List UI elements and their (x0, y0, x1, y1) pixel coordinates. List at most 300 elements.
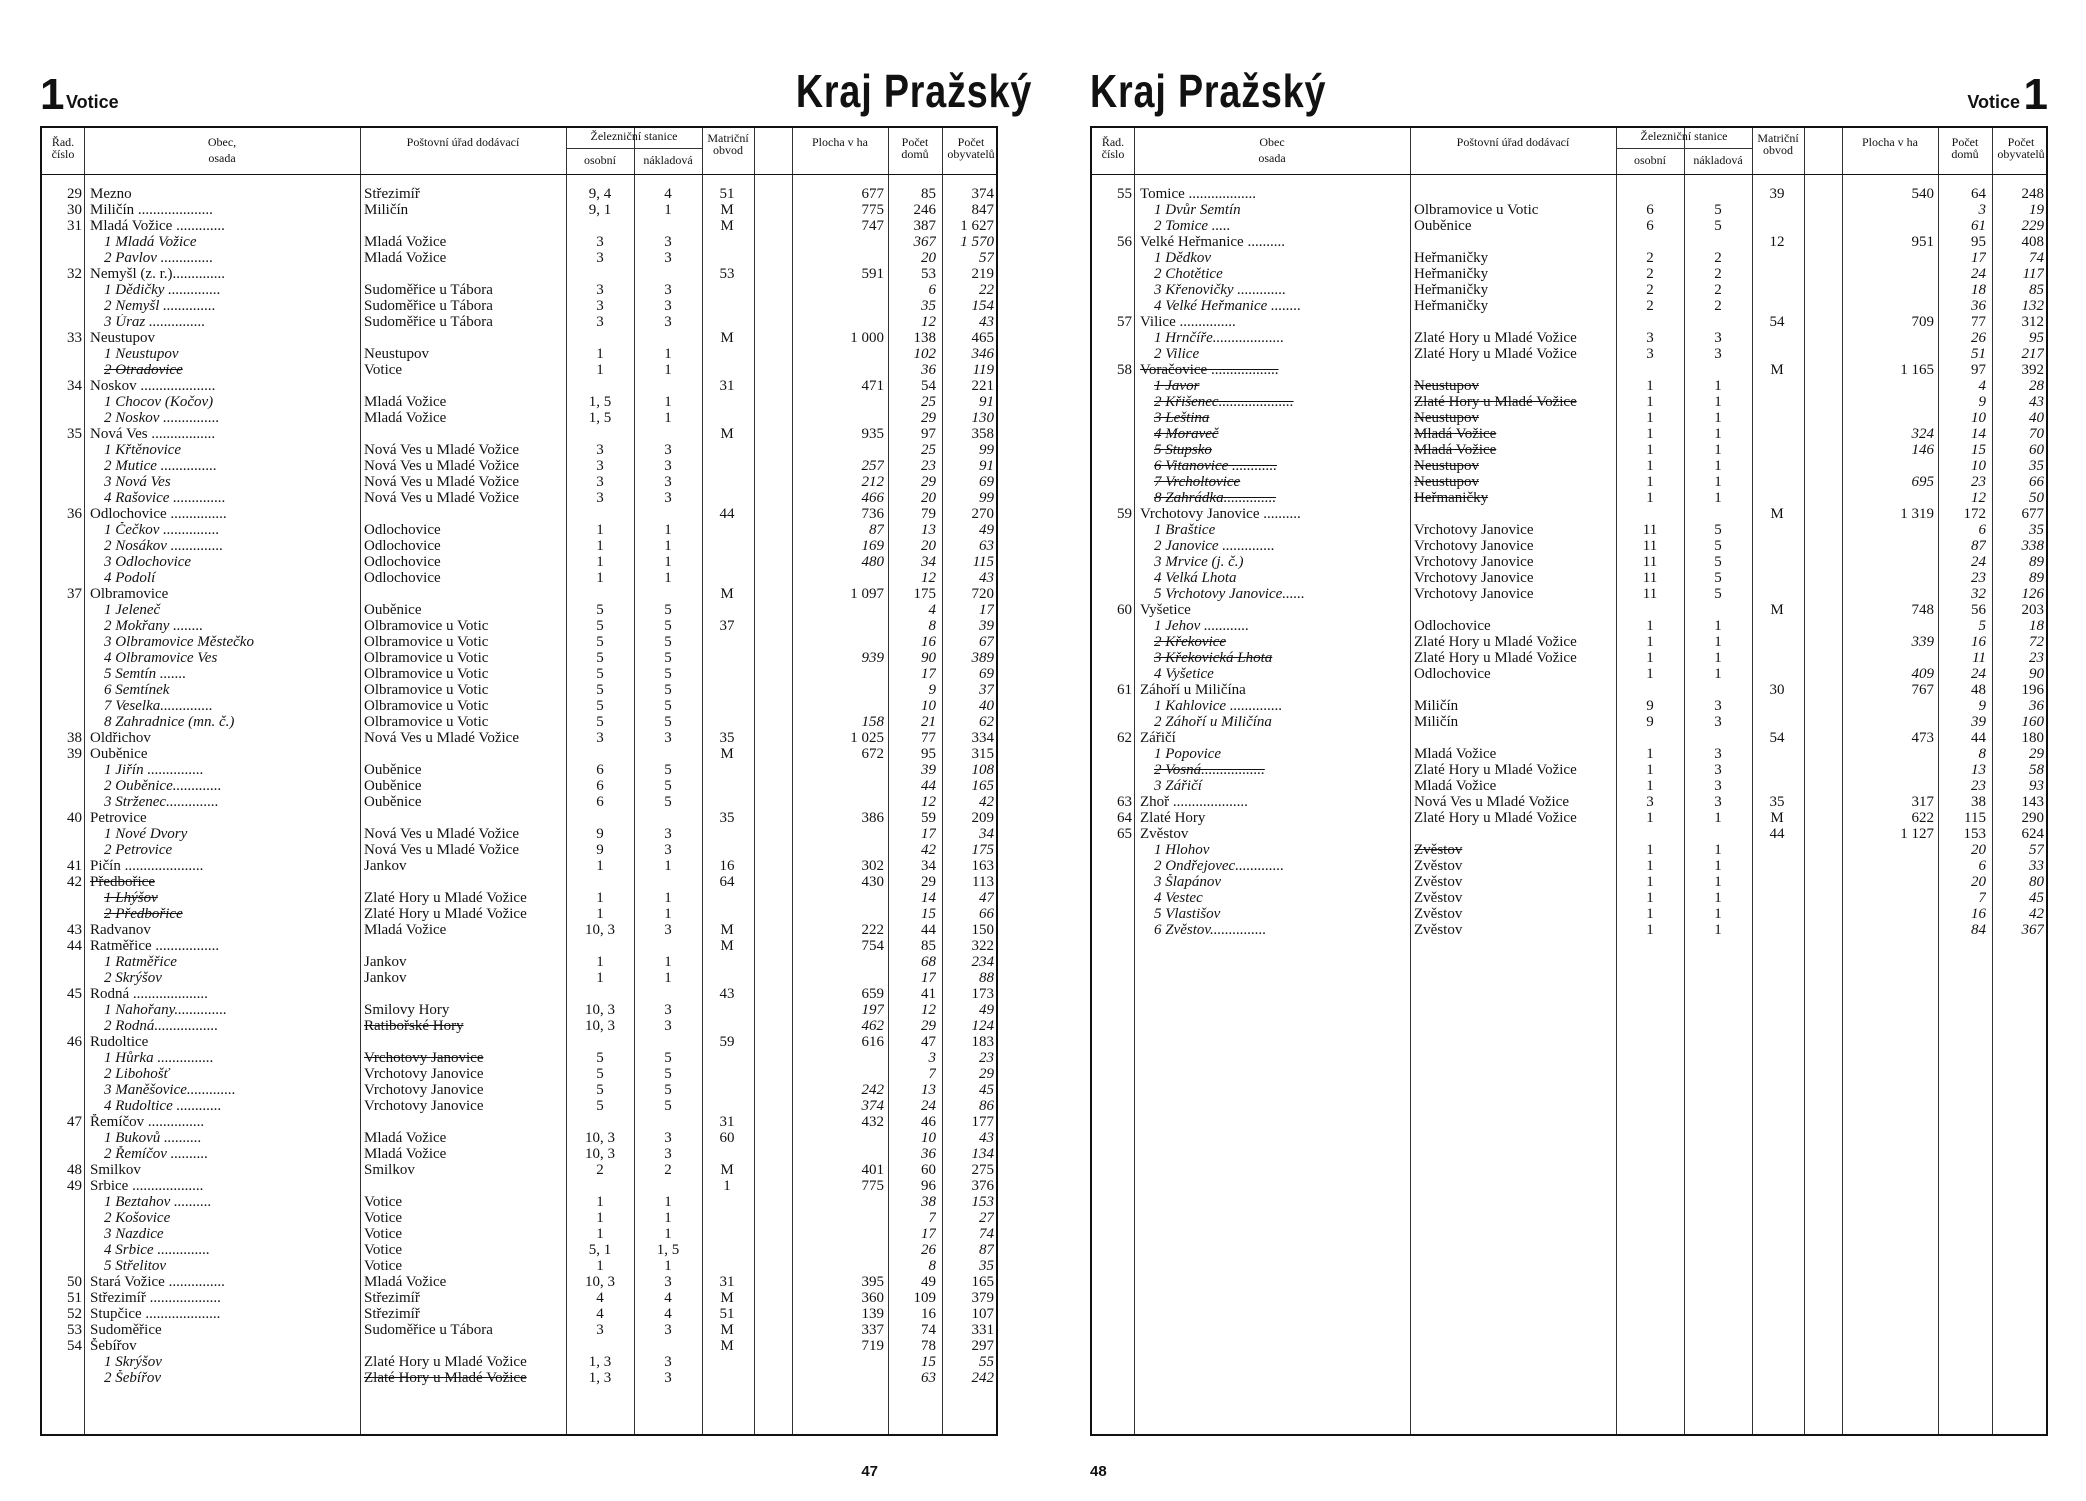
house-count: 16 (921, 1306, 936, 1322)
registry-district: 51 (719, 186, 735, 202)
rail-passenger: 3 (596, 474, 604, 490)
population: 379 (971, 1290, 994, 1306)
house-count: 20 (921, 250, 936, 266)
registry-district: 37 (719, 618, 735, 634)
post-office: Ouběnice (364, 762, 422, 778)
settlement-name: 6 Vitanovice ............ (1154, 458, 1278, 474)
rail-freight: 1 (664, 554, 672, 570)
population: 183 (971, 1034, 994, 1050)
rail-freight: 3 (664, 1370, 672, 1386)
area-ha: 473 (1911, 730, 1934, 746)
table-row (1092, 874, 2046, 890)
population: 196 (2021, 682, 2044, 698)
registry-district: 30 (1769, 682, 1785, 698)
municipality-name: Nová Ves ................. (90, 426, 216, 442)
area-ha: 466 (861, 490, 884, 506)
settlement-name: 2 Noskov ............... (104, 410, 220, 426)
rail-passenger: 3 (1646, 794, 1654, 810)
rail-freight: 3 (664, 1274, 672, 1290)
population: 180 (2021, 730, 2044, 746)
settlement-name: 1 Javor (1154, 378, 1200, 394)
row-number: 49 (67, 1178, 82, 1194)
registry-district: M (720, 1290, 734, 1306)
table-row (42, 698, 996, 714)
rail-freight: 2 (1714, 282, 1722, 298)
rail-passenger: 1 (1646, 618, 1654, 634)
table-row (42, 266, 996, 282)
row-number: 50 (67, 1274, 82, 1290)
post-office: Olbramovice u Votic (364, 714, 489, 730)
post-office: Olbramovice u Votic (364, 650, 489, 666)
settlement-name: 2 Vosná................. (1154, 762, 1265, 778)
settlement-name: 2 Chotětice (1154, 266, 1223, 282)
area-ha: 337 (861, 1322, 884, 1338)
table-row (42, 234, 996, 250)
municipality-name: Radvanov (90, 922, 151, 938)
population: 88 (979, 970, 994, 986)
population: 113 (972, 874, 994, 890)
rail-passenger: 3 (596, 442, 604, 458)
table-row (42, 826, 996, 842)
registry-district: 1 (723, 1178, 731, 1194)
settlement-name: 5 Střelitov (104, 1258, 167, 1274)
settlement-name: 2 Libohošť (104, 1066, 170, 1082)
area-ha: 719 (861, 1338, 884, 1354)
area-ha: 409 (1911, 666, 1934, 682)
table-row (1092, 458, 2046, 474)
table-row (42, 1210, 996, 1226)
area-ha: 324 (1911, 426, 1934, 442)
row-number: 52 (67, 1306, 82, 1322)
rail-freight: 5 (664, 618, 672, 634)
rail-freight: 3 (664, 1130, 672, 1146)
rail-freight: 1, 5 (656, 1242, 680, 1258)
house-count: 7 (1978, 890, 1986, 906)
post-office: Mladá Vožice (364, 1146, 447, 1162)
row-number: 60 (1117, 602, 1132, 618)
table-header (42, 128, 996, 175)
population: 160 (2021, 714, 2044, 730)
rail-passenger: 6 (596, 778, 604, 794)
row-number: 40 (67, 810, 82, 826)
house-count: 34 (921, 554, 936, 570)
house-count: 36 (1971, 298, 1986, 314)
rail-passenger: 1 (596, 890, 604, 906)
rail-passenger: 6 (596, 762, 604, 778)
area-ha: 695 (1911, 474, 1934, 490)
rail-freight: 1 (664, 522, 672, 538)
house-count: 20 (921, 538, 936, 554)
settlement-name: 1 Skrýšov (104, 1354, 162, 1370)
settlement-name: 2 Rodná................. (104, 1018, 219, 1034)
house-count: 4 (1978, 378, 1986, 394)
table-row (42, 858, 996, 874)
table-row (42, 586, 996, 602)
rail-freight: 1 (1714, 810, 1722, 826)
post-office: Olbramovice u Votic (364, 682, 489, 698)
house-count: 87 (1971, 538, 1986, 554)
municipality-name: Zlaté Hory (1140, 810, 1206, 826)
population: 338 (2021, 538, 2044, 554)
table-row (42, 1290, 996, 1306)
post-office: Nová Ves u Mladé Vožice (364, 490, 519, 506)
population: 29 (2029, 746, 2044, 762)
house-count: 12 (1971, 490, 1986, 506)
population: 57 (979, 250, 994, 266)
house-count: 109 (913, 1290, 936, 1306)
population: 19 (2029, 202, 2044, 218)
post-office: Jankov (364, 858, 407, 874)
population: 154 (971, 298, 994, 314)
post-office: Votice (364, 1242, 403, 1258)
population: 165 (971, 1274, 994, 1290)
population: 29 (979, 1066, 994, 1082)
volume-number: 1 (2023, 70, 2048, 119)
population: 74 (2029, 250, 2044, 266)
table-row (1092, 842, 2046, 858)
table-row (42, 954, 996, 970)
population: 115 (972, 554, 994, 570)
area-ha: 317 (1911, 794, 1934, 810)
registry-district: M (1770, 810, 1784, 826)
population: 40 (979, 698, 994, 714)
rail-passenger: 3 (596, 234, 604, 250)
house-count: 13 (921, 522, 936, 538)
house-count: 21 (921, 714, 936, 730)
area-ha: 212 (861, 474, 884, 490)
rail-passenger: 9 (596, 842, 604, 858)
population: 43 (979, 570, 994, 586)
population: 229 (2021, 218, 2044, 234)
population: 219 (971, 266, 994, 282)
header-c5: nákladová (1693, 153, 1743, 167)
population: 275 (971, 1162, 994, 1178)
header-c3: Poštovní úřad dodávací (1456, 135, 1570, 149)
area-ha: 1 000 (850, 330, 884, 346)
table-row (42, 922, 996, 938)
row-number: 65 (1117, 826, 1132, 842)
house-count: 23 (921, 458, 936, 474)
rail-freight: 1 (664, 906, 672, 922)
house-count: 8 (928, 618, 936, 634)
header-c9: Počet domů (1951, 135, 1979, 161)
house-count: 53 (921, 266, 936, 282)
rail-freight: 5 (664, 682, 672, 698)
post-office: Nová Ves u Mladé Vožice (364, 842, 519, 858)
rail-passenger: 1 (1646, 394, 1654, 410)
rail-passenger: 1 (1646, 762, 1654, 778)
registry-district: 60 (719, 1130, 735, 1146)
municipality-name: Nemyšl (z. r.).............. (90, 266, 225, 282)
settlement-name: 3 Šlapánov (1154, 874, 1222, 890)
area-ha: 677 (861, 186, 884, 202)
population: 134 (971, 1146, 994, 1162)
area-ha: 540 (1911, 186, 1934, 202)
rail-passenger: 1 (596, 538, 604, 554)
registry-district: M (720, 922, 734, 938)
house-count: 9 (928, 682, 936, 698)
post-office: Smilkov (364, 1162, 415, 1178)
table-row (1092, 490, 2046, 506)
rail-freight: 5 (1714, 586, 1722, 602)
population: 87 (979, 1242, 994, 1258)
population: 42 (2029, 906, 2044, 922)
table-row (1092, 714, 2046, 730)
rail-passenger: 2 (1646, 250, 1654, 266)
post-office: Odlochovice (364, 570, 441, 586)
rail-passenger: 9, 1 (588, 202, 612, 218)
table-row (42, 666, 996, 682)
population: 23 (2029, 650, 2044, 666)
population: 217 (2021, 346, 2044, 362)
settlement-name: 2 Mutice ............... (104, 458, 217, 474)
rail-freight: 1 (1714, 618, 1722, 634)
post-office: Vrchotovy Janovice (364, 1050, 484, 1066)
population: 72 (2029, 634, 2044, 650)
rail-passenger: 11 (1642, 538, 1658, 554)
area-ha: 951 (1911, 234, 1934, 250)
settlement-name: 6 Semtínek (104, 682, 170, 698)
registry-district: M (1770, 506, 1784, 522)
row-number: 45 (67, 986, 82, 1002)
rail-freight: 5 (664, 666, 672, 682)
rail-passenger: 5 (596, 682, 604, 698)
post-office: Vrchotovy Janovice (364, 1098, 484, 1114)
table-row (1092, 410, 2046, 426)
row-number: 58 (1117, 362, 1132, 378)
rail-passenger: 3 (596, 314, 604, 330)
table-row (42, 1098, 996, 1114)
house-count: 41 (921, 986, 936, 1002)
registry-district: M (720, 746, 734, 762)
house-count: 11 (1972, 650, 1986, 666)
header-c2: Obec (1259, 135, 1285, 149)
post-office: Odlochovice (1414, 618, 1491, 634)
settlement-name: 1 Beztahov .......... (104, 1194, 212, 1210)
rail-freight: 1 (664, 1194, 672, 1210)
house-count: 84 (1971, 922, 1986, 938)
rail-passenger: 2 (1646, 298, 1654, 314)
rail-passenger: 1 (596, 1210, 604, 1226)
table-row (42, 282, 996, 298)
registry-district: M (720, 426, 734, 442)
population: 60 (2029, 442, 2044, 458)
settlement-name: 3 Křenovičky ............. (1154, 282, 1287, 298)
registry-district: 31 (719, 1114, 735, 1130)
table-row (42, 218, 996, 234)
house-count: 77 (1971, 314, 1986, 330)
rail-freight: 4 (664, 1290, 672, 1306)
data-table (1090, 126, 2048, 1436)
population: 45 (979, 1082, 994, 1098)
row-number: 36 (67, 506, 82, 522)
table-row (42, 442, 996, 458)
rail-passenger: 1, 3 (588, 1370, 612, 1386)
rail-freight: 1 (1714, 858, 1722, 874)
table-row (42, 394, 996, 410)
post-office: Heřmaničky (1414, 250, 1489, 266)
header-c6: Matriční obvod (1757, 131, 1799, 157)
post-office: Votice (364, 1258, 403, 1274)
area-ha: 622 (1911, 810, 1934, 826)
table-row (1092, 826, 2046, 842)
rail-passenger: 9 (1646, 698, 1654, 714)
rail-passenger: 5, 1 (588, 1242, 612, 1258)
right-page (1090, 60, 2048, 1480)
population: 108 (971, 762, 994, 778)
table-row (42, 682, 996, 698)
settlement-name: 3 Leština (1154, 410, 1210, 426)
house-count: 7 (928, 1066, 936, 1082)
header-c10: Počet obyvatelů (1997, 135, 2045, 161)
population: 67 (979, 634, 994, 650)
area-ha: 1 097 (850, 586, 884, 602)
population: 346 (971, 346, 994, 362)
settlement-name: 2 Vilice (1154, 346, 1200, 362)
municipality-name: Olbramovice (90, 586, 169, 602)
post-office: Heřmaničky (1414, 282, 1489, 298)
header-rule (566, 148, 702, 149)
page-number: 48 (1090, 1463, 1107, 1480)
table-row (42, 890, 996, 906)
table-row (1092, 650, 2046, 666)
settlement-name: 5 Semtín ....... (104, 666, 187, 682)
area-ha: 339 (1911, 634, 1934, 650)
municipality-name: Pičín ..................... (90, 858, 204, 874)
post-office: Zlaté Hory u Mladé Vožice (1414, 810, 1577, 826)
area-ha: 767 (1911, 682, 1934, 698)
table-row (42, 474, 996, 490)
registry-district: 44 (719, 506, 735, 522)
population: 34 (979, 826, 994, 842)
post-office: Zlaté Hory u Mladé Vožice (364, 1354, 527, 1370)
row-number: 30 (67, 202, 82, 218)
population: 37 (979, 682, 994, 698)
table-row (1092, 794, 2046, 810)
table-row (42, 1082, 996, 1098)
registry-district: 64 (719, 874, 735, 890)
house-count: 6 (928, 282, 936, 298)
population: 367 (2021, 922, 2044, 938)
settlement-name: 6 Zvěstov............... (1154, 922, 1267, 938)
post-office: Votice (364, 1226, 403, 1242)
registry-district: 54 (1769, 730, 1785, 746)
table-row (42, 362, 996, 378)
population: 107 (971, 1306, 994, 1322)
table-row (42, 1194, 996, 1210)
settlement-name: 2 Nosákov .............. (104, 538, 224, 554)
row-number: 29 (67, 186, 82, 202)
house-count: 20 (1971, 842, 1986, 858)
rail-passenger: 1 (1646, 858, 1654, 874)
rail-freight: 5 (664, 762, 672, 778)
post-office: Sudoměřice u Tábora (364, 314, 493, 330)
table-row (1092, 218, 2046, 234)
settlement-name: 1 Lhýšov (104, 890, 158, 906)
table-row (42, 762, 996, 778)
rail-freight: 1 (1714, 650, 1722, 666)
rail-passenger: 1 (1646, 490, 1654, 506)
house-count: 15 (921, 1354, 936, 1370)
rail-freight: 5 (664, 1098, 672, 1114)
post-office: Votice (364, 1194, 403, 1210)
rail-passenger: 1 (1646, 874, 1654, 890)
population: 70 (2029, 426, 2044, 442)
post-office: Votice (364, 362, 403, 378)
table-row (42, 970, 996, 986)
row-number: 35 (67, 426, 82, 442)
rail-freight: 1 (1714, 490, 1722, 506)
area-ha: 747 (861, 218, 884, 234)
rail-passenger: 4 (596, 1290, 604, 1306)
settlement-name: 2 Křišenec.................... (1154, 394, 1294, 410)
registry-district: M (720, 218, 734, 234)
area-ha: 430 (861, 874, 884, 890)
registry-district: 31 (719, 1274, 735, 1290)
rail-passenger: 1 (596, 1226, 604, 1242)
table-row (42, 634, 996, 650)
table-row (42, 1226, 996, 1242)
registry-district: M (720, 330, 734, 346)
settlement-name: 2 Košovice (104, 1210, 171, 1226)
rail-freight: 1 (1714, 458, 1722, 474)
rail-passenger: 3 (596, 1322, 604, 1338)
area-ha: 158 (861, 714, 884, 730)
population: 43 (979, 314, 994, 330)
settlement-name: 2 Křekovice (1154, 634, 1227, 650)
house-count: 85 (921, 938, 936, 954)
row-number: 43 (67, 922, 82, 938)
rail-freight: 1 (1714, 634, 1722, 650)
settlement-name: 1 Dědkov (1154, 250, 1212, 266)
row-number: 62 (1117, 730, 1132, 746)
rail-passenger: 1 (1646, 778, 1654, 794)
table-row (1092, 906, 2046, 922)
rail-passenger: 3 (596, 730, 604, 746)
rail-passenger: 5 (596, 634, 604, 650)
house-count: 115 (1964, 810, 1986, 826)
table-row (42, 650, 996, 666)
house-count: 39 (1971, 714, 1986, 730)
post-office: Mladá Vožice (364, 1130, 447, 1146)
settlement-name: 1 Kahlovice .............. (1154, 698, 1283, 714)
rail-freight: 5 (664, 1082, 672, 1098)
header-c10: Počet obyvatelů (947, 135, 995, 161)
table-row (1092, 778, 2046, 794)
rail-freight: 1 (664, 346, 672, 362)
house-count: 10 (1971, 458, 1986, 474)
house-count: 17 (921, 970, 936, 986)
table-row (42, 298, 996, 314)
row-number: 33 (67, 330, 82, 346)
header-c8: Plocha v ha (812, 135, 868, 149)
settlement-name: 2 Petrovice (104, 842, 173, 858)
post-office: Zvěstov (1414, 922, 1463, 938)
rail-passenger: 5 (596, 618, 604, 634)
house-count: 25 (921, 442, 936, 458)
post-office: Zlaté Hory u Mladé Vožice (1414, 762, 1577, 778)
population: 677 (2021, 506, 2044, 522)
population: 1 627 (960, 218, 994, 234)
settlement-name: 1 Jeleneč (104, 602, 161, 618)
rail-freight: 3 (664, 842, 672, 858)
post-office: Smilovy Hory (364, 1002, 450, 1018)
rail-passenger: 10, 3 (585, 1018, 615, 1034)
settlement-name: 2 Mokřany ........ (104, 618, 204, 634)
municipality-name: Neustupov (90, 330, 155, 346)
rail-passenger: 11 (1642, 570, 1658, 586)
house-count: 8 (928, 1258, 936, 1274)
